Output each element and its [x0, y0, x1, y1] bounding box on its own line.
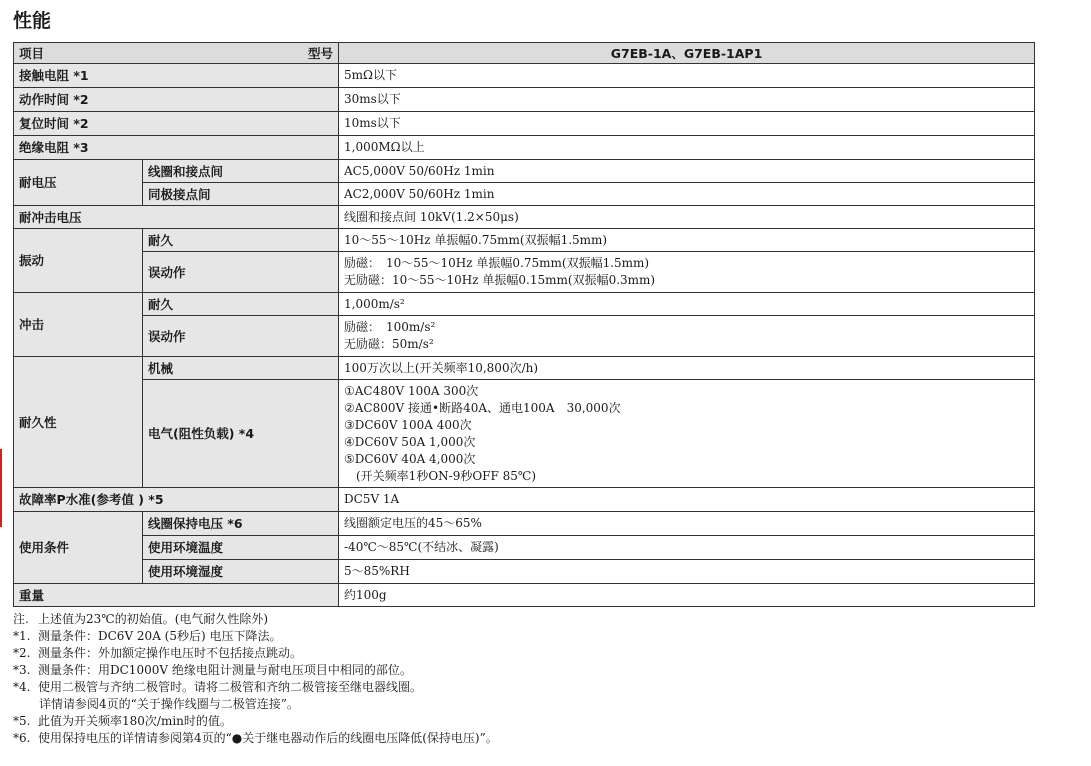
- table-row: [14, 293, 1035, 316]
- sub-label: 误动作: [143, 316, 339, 357]
- value-line: 无励磁：50m/s²: [344, 337, 434, 351]
- sub-label: 同极接点间: [143, 183, 339, 206]
- footnote-mark: 注.: [13, 612, 29, 626]
- footnote-text: 上述值为23℃的初始值。(电气耐久性除外): [38, 612, 269, 626]
- sub-label: 耐久: [143, 229, 339, 252]
- group-label: 使用条件: [14, 512, 143, 584]
- footnote: [13, 730, 498, 747]
- footnote-mark: *4.: [13, 680, 31, 694]
- table-row: [14, 206, 1035, 229]
- row-value: 100万次以上(开关频率10,800次/h): [339, 357, 1035, 380]
- table-row: [14, 380, 1035, 488]
- header-model-label: 型号: [307, 45, 333, 61]
- sub-label: 线圈和接点间: [143, 160, 339, 183]
- group-label: 振动: [14, 229, 143, 293]
- row-value: 5～85%RH: [339, 560, 1035, 584]
- value-line: 励磁： 100m/s²: [344, 320, 436, 334]
- footnote-mark: *6.: [13, 731, 31, 745]
- footnote: [13, 696, 498, 713]
- row-value: DC5V 1A: [339, 488, 1035, 512]
- footnote: [13, 645, 498, 662]
- row-label: 接触电阻 *1: [14, 64, 339, 88]
- value-line: ⑤DC60V 40A 4,000次: [344, 451, 476, 466]
- table-row: [14, 229, 1035, 252]
- table-row: [14, 512, 1035, 536]
- footnote-text: 使用二极管与齐纳二极管时。请将二极管和齐纳二极管接至继电器线圈。: [38, 680, 423, 694]
- footnote: [13, 679, 498, 696]
- footnote-text: 测量条件：外加额定操作电压时不包括接点跳动。: [38, 646, 303, 660]
- value-line: ④DC60V 50A 1,000次: [344, 434, 476, 449]
- table-row: [14, 536, 1035, 560]
- sub-label: 线圈保持电压 *6: [143, 512, 339, 536]
- sub-label: 误动作: [143, 252, 339, 293]
- table-row: [14, 316, 1035, 357]
- row-value: [339, 316, 1035, 357]
- sub-label: 使用环境湿度: [143, 560, 339, 584]
- table-row: [14, 488, 1035, 512]
- sub-label: 耐久: [143, 293, 339, 316]
- group-label: 耐久性: [14, 357, 143, 488]
- row-value: -40℃～85℃(不结冰、凝露): [339, 536, 1035, 560]
- margin-marker: [0, 449, 2, 527]
- sub-label: 使用环境温度: [143, 536, 339, 560]
- footnote-text: 测量条件：DC6V 20A (5秒后) 电压下降法。: [38, 629, 282, 643]
- row-value: 10～55～10Hz 单振幅0.75mm(双振幅1.5mm): [339, 229, 1035, 252]
- row-label: 耐冲击电压: [14, 206, 339, 229]
- row-label: 复位时间 *2: [14, 112, 339, 136]
- footnote-mark: *1.: [13, 629, 31, 643]
- table-row: [14, 357, 1035, 380]
- header-item-label: 项目: [19, 45, 45, 61]
- footnote-text: 详情请参阅4页的“关于操作线圈与二极管连接”。: [39, 697, 299, 711]
- footnote-mark: *3.: [13, 663, 31, 677]
- footnote-text: 此值为开关频率180次/min时的值。: [38, 714, 232, 728]
- table-header-row: [14, 43, 1035, 64]
- page-title: 性能: [13, 10, 52, 32]
- value-line: 励磁： 10～55～10Hz 单振幅0.75mm(双振幅1.5mm): [344, 256, 650, 270]
- row-value: 线圈和接点间 10kV(1.2×50μs): [339, 206, 1035, 229]
- table-row: [14, 584, 1035, 607]
- footnote: [13, 628, 498, 645]
- sub-label: 机械: [143, 357, 339, 380]
- value-line: (开关频率1秒ON-9秒OFF 85℃): [344, 468, 537, 483]
- row-value: [339, 380, 1035, 488]
- row-value: 10ms以下: [339, 112, 1035, 136]
- group-label: 冲击: [14, 293, 143, 357]
- value-line: ①AC480V 100A 300次: [344, 383, 479, 398]
- value-line: ③DC60V 100A 400次: [344, 417, 472, 432]
- table-row: [14, 160, 1035, 183]
- row-label: 故障率P水准(参考值 ) *5: [14, 488, 339, 512]
- footnote-mark: *2.: [13, 646, 31, 660]
- table-row: [14, 112, 1035, 136]
- row-value: AC5,000V 50/60Hz 1min: [339, 160, 1035, 183]
- header-model-value: G7EB-1A、G7EB-1AP1: [339, 43, 1035, 64]
- footnote-text: 测量条件：用DC1000V 绝缘电阻计测量与耐电压项目中相同的部位。: [38, 663, 412, 677]
- row-label: 绝缘电阻 *3: [14, 136, 339, 160]
- sub-label: 电气(阻性负载) *4: [143, 380, 339, 488]
- row-label: 重量: [14, 584, 339, 607]
- row-value: 5mΩ以下: [339, 64, 1035, 88]
- footnote: [13, 611, 498, 628]
- table-row: [14, 560, 1035, 584]
- value-line: ②AC800V 接通•断路40A、通电100A 30,000次: [344, 400, 621, 415]
- footnote-mark: *5.: [13, 714, 31, 728]
- footnote-text: 使用保持电压的详情请参阅第4页的“●关于继电器动作后的线圈电压降低(保持电压)”。: [38, 731, 498, 745]
- row-value: [339, 252, 1035, 293]
- value-line: 无励磁：10～55～10Hz 单振幅0.15mm(双振幅0.3mm): [344, 273, 656, 287]
- row-value: 1,000MΩ以上: [339, 136, 1035, 160]
- row-value: AC2,000V 50/60Hz 1min: [339, 183, 1035, 206]
- row-value: 30ms以下: [339, 88, 1035, 112]
- footnote: [13, 662, 498, 679]
- row-value: 线圈额定电压的45～65%: [339, 512, 1035, 536]
- footnote: [13, 713, 498, 730]
- row-value: 约100g: [339, 584, 1035, 607]
- table-row: [14, 64, 1035, 88]
- footnotes: [13, 611, 498, 747]
- table-row: [14, 88, 1035, 112]
- performance-table: [13, 42, 1035, 607]
- group-label: 耐电压: [14, 160, 143, 206]
- table-row: [14, 252, 1035, 293]
- header-item-model-cell: [14, 43, 339, 64]
- table-row: [14, 183, 1035, 206]
- row-label: 动作时间 *2: [14, 88, 339, 112]
- row-value: 1,000m/s²: [339, 293, 1035, 316]
- table-row: [14, 136, 1035, 160]
